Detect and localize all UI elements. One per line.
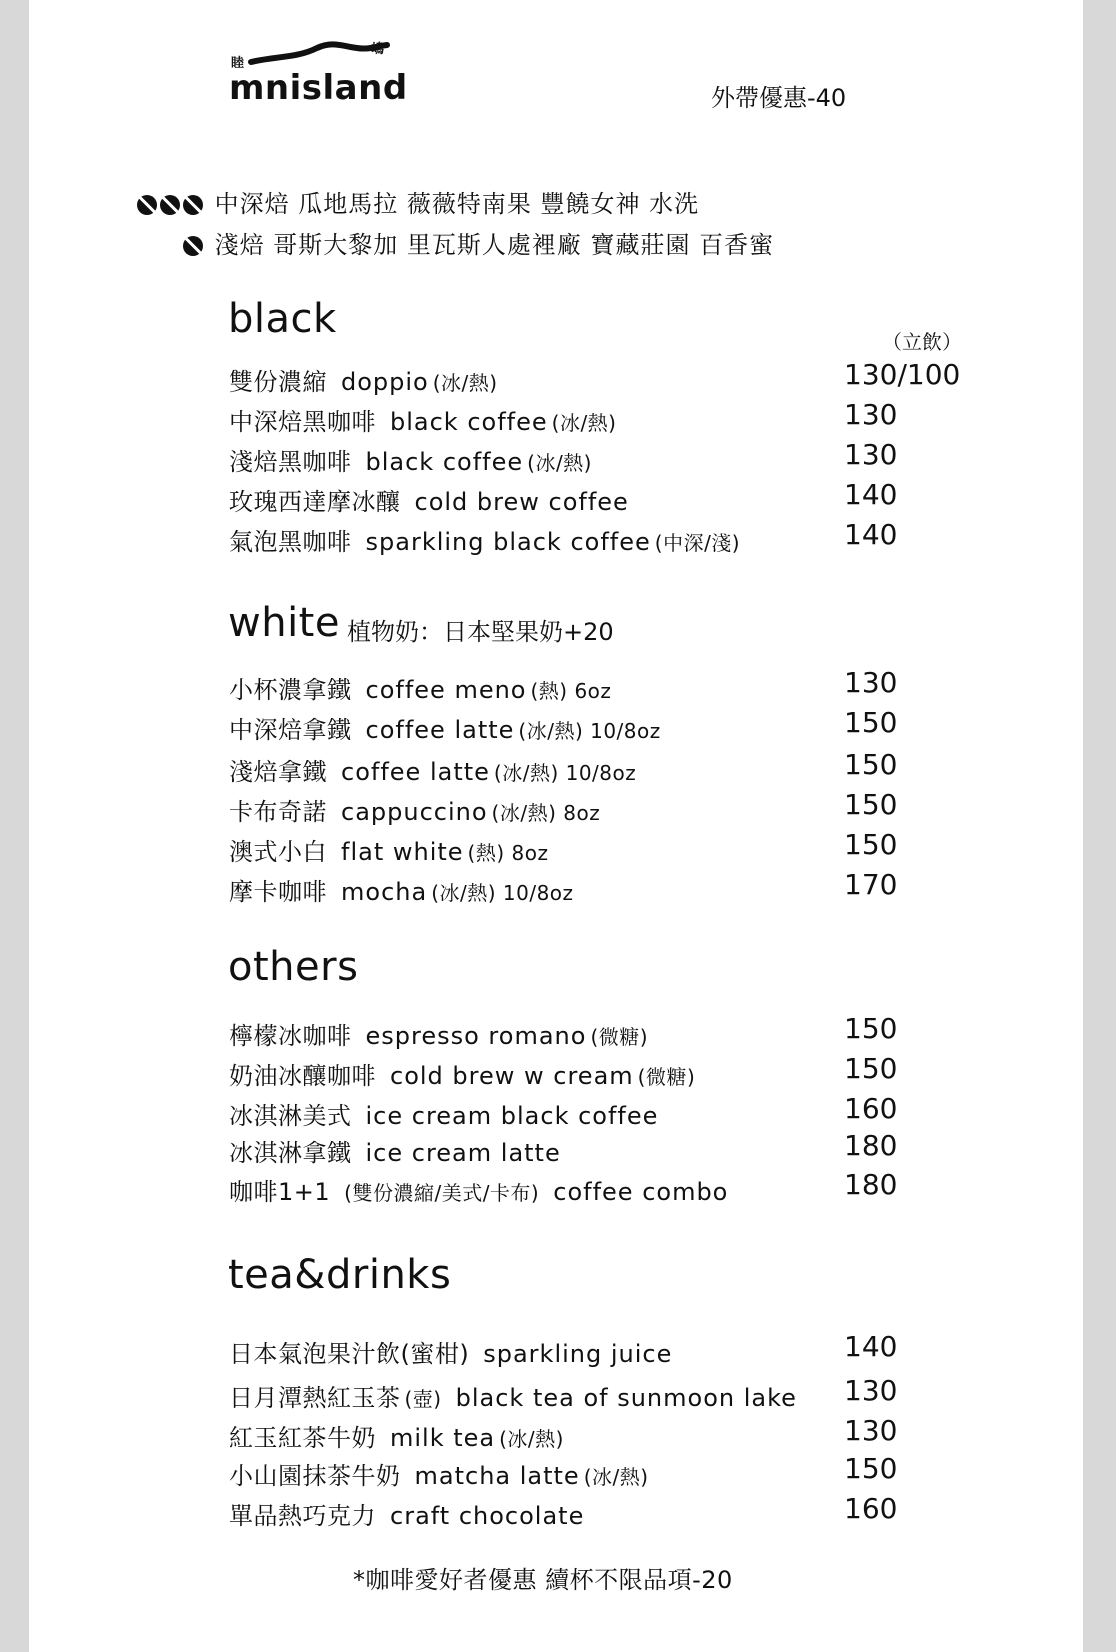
item-name-en: sparkling black coffee	[365, 528, 651, 556]
item-name-zh: 咖啡1+1	[229, 1178, 331, 1206]
menu-item	[229, 710, 661, 745]
menu-item	[229, 792, 600, 827]
item-price: 150	[844, 1052, 898, 1085]
roast-text: 中深焙 瓜地馬拉 薇薇特南果 豐饒女神 水洗	[214, 190, 700, 218]
coffee-bean-icon	[160, 195, 180, 215]
bean-icons-one	[183, 231, 206, 259]
bean-icons-three	[137, 190, 206, 218]
refill-discount-note: *咖啡愛好者優惠 續杯不限品項-20	[353, 1566, 733, 1594]
item-note: (熱) 8oz	[467, 841, 549, 865]
item-note: (冰/熱) 10/8oz	[518, 719, 661, 743]
item-name-zh: 中深焙拿鐵	[229, 716, 352, 744]
menu-item	[229, 1172, 728, 1207]
menu-item	[229, 752, 636, 787]
item-note: (冰/熱)	[432, 371, 498, 395]
item-price: 130	[844, 1374, 898, 1407]
menu-item	[229, 442, 592, 477]
item-name-en: matcha latte	[414, 1462, 580, 1490]
roast-line-medium-dark	[137, 184, 699, 219]
item-name-zh: 氣泡黑咖啡	[229, 528, 352, 556]
item-name-zh: 雙份濃縮	[229, 368, 327, 396]
item-price: 150	[844, 828, 898, 861]
item-name-en: craft chocolate	[390, 1502, 585, 1530]
item-price: 130/100	[844, 358, 961, 391]
item-price: 150	[844, 1452, 898, 1485]
item-name-zh: 摩卡咖啡	[229, 878, 327, 906]
item-price: 140	[844, 478, 898, 511]
menu-item	[229, 1056, 695, 1091]
item-price: 140	[844, 1330, 898, 1363]
item-name-zh: 奶油冰釀咖啡	[229, 1062, 376, 1090]
menu-item	[229, 872, 574, 907]
item-note: (微糖)	[637, 1065, 696, 1089]
item-price: 160	[844, 1492, 898, 1525]
item-name-zh: 淺焙拿鐵	[229, 758, 327, 786]
item-name-en: espresso romano	[365, 1022, 587, 1050]
item-price: 130	[844, 398, 898, 431]
menu-item	[229, 402, 616, 437]
menu-item	[229, 522, 740, 557]
item-name-zh: 淺焙黑咖啡	[229, 448, 352, 476]
item-price: 150	[844, 1012, 898, 1045]
standing-price-header: （立飲）	[882, 330, 962, 354]
item-name-zh: 冰淇淋美式	[229, 1102, 352, 1130]
item-price: 150	[844, 706, 898, 739]
item-name-zh: 單品熱巧克力	[229, 1502, 376, 1530]
section-title-tea-drinks: tea&drinks	[228, 1252, 452, 1298]
item-name-zh: 冰淇淋拿鐵	[229, 1139, 352, 1167]
takeaway-discount: 外帶優惠-40	[711, 84, 847, 112]
item-price: 140	[844, 518, 898, 551]
item-name-en: cappuccino	[341, 798, 488, 826]
item-name-en: coffee latte	[341, 758, 490, 786]
menu-item	[229, 482, 629, 517]
item-name-en: flat white	[341, 838, 464, 866]
item-price: 180	[844, 1129, 898, 1162]
menu-item	[229, 1378, 797, 1413]
item-price: 130	[844, 438, 898, 471]
menu-page	[29, 0, 1083, 1652]
item-price: 160	[844, 1092, 898, 1125]
item-price: 170	[844, 868, 898, 901]
menu-item	[229, 1016, 648, 1051]
item-note: (冰/熱) 10/8oz	[431, 881, 574, 905]
item-name-en: coffee latte	[365, 716, 515, 744]
item-name-en: ice cream black coffee	[365, 1102, 659, 1130]
item-name-zh: 卡布奇諾	[229, 798, 327, 826]
item-name-en: black coffee	[365, 448, 524, 476]
item-price: 130	[844, 666, 898, 699]
coffee-bean-icon	[183, 236, 203, 256]
item-price: 180	[844, 1168, 898, 1201]
item-note: (壺)	[404, 1387, 442, 1411]
item-name-en: sparkling juice	[483, 1340, 673, 1368]
item-name-en: cold brew w cream	[390, 1062, 634, 1090]
item-name-zh: 日本氣泡果汁飲(蜜柑)	[229, 1340, 470, 1368]
menu-item	[229, 1496, 584, 1531]
item-note: (冰/熱) 10/8oz	[493, 761, 637, 785]
item-note: (熱) 6oz	[530, 679, 612, 703]
item-name-en: coffee meno	[365, 676, 527, 704]
coffee-bean-icon	[183, 195, 203, 215]
menu-item	[229, 832, 548, 867]
roast-line-light	[183, 225, 774, 260]
logo-glyph-left: 睦	[231, 56, 245, 71]
item-price: 130	[844, 1414, 898, 1447]
plant-milk-note: 植物奶：日本堅果奶+20	[347, 618, 614, 646]
roast-text: 淺焙 哥斯大黎加 里瓦斯人處裡廠 寶藏莊園 百香蜜	[214, 231, 775, 259]
section-title-black: black	[228, 296, 337, 342]
item-note: (冰/熱) 8oz	[491, 801, 601, 825]
item-note: (雙份濃縮/美式/卡布)	[344, 1181, 540, 1205]
menu-item	[229, 1334, 672, 1369]
item-price: 150	[844, 788, 898, 821]
item-name-en: mocha	[341, 878, 428, 906]
item-note: (中深/淺)	[654, 531, 741, 555]
item-name-en: coffee combo	[553, 1178, 729, 1206]
item-note: (冰/熱)	[551, 411, 617, 435]
coffee-bean-icon	[137, 195, 157, 215]
menu-item	[229, 1456, 649, 1491]
section-title-others: others	[228, 944, 359, 990]
item-note: (冰/熱)	[527, 451, 592, 475]
item-price: 150	[844, 748, 898, 781]
menu-item	[229, 1096, 658, 1131]
menu-item	[229, 1418, 564, 1453]
item-note: (冰/熱)	[583, 1465, 649, 1489]
item-name-en: ice cream latte	[365, 1139, 561, 1167]
item-name-zh: 中深焙黑咖啡	[229, 408, 376, 436]
item-name-en: black tea of sunmoon lake	[455, 1384, 797, 1412]
item-name-zh: 紅玉紅茶牛奶	[229, 1424, 376, 1452]
item-name-zh: 日月潭熱紅玉茶	[229, 1384, 401, 1412]
item-name-zh: 檸檬冰咖啡	[229, 1022, 352, 1050]
item-name-zh: 小杯濃拿鐵	[229, 676, 352, 704]
item-name-en: doppio	[341, 368, 429, 396]
item-note: (微糖)	[590, 1025, 649, 1049]
logo-glyph-right: 嶋	[371, 42, 385, 57]
item-name-en: black coffee	[390, 408, 548, 436]
item-name-zh: 小山園抹茶牛奶	[229, 1462, 401, 1490]
menu-item	[229, 362, 498, 397]
menu-item	[229, 670, 611, 705]
item-name-zh: 澳式小白	[229, 838, 327, 866]
item-note: (冰/熱)	[499, 1427, 564, 1451]
item-name-en: milk tea	[390, 1424, 496, 1452]
item-name-zh: 玫瑰西達摩冰釀	[229, 488, 401, 516]
item-name-en: cold brew coffee	[414, 488, 629, 516]
menu-item	[229, 1133, 561, 1168]
brand-name: mnisland	[229, 68, 408, 108]
section-title-white: white	[228, 600, 340, 646]
